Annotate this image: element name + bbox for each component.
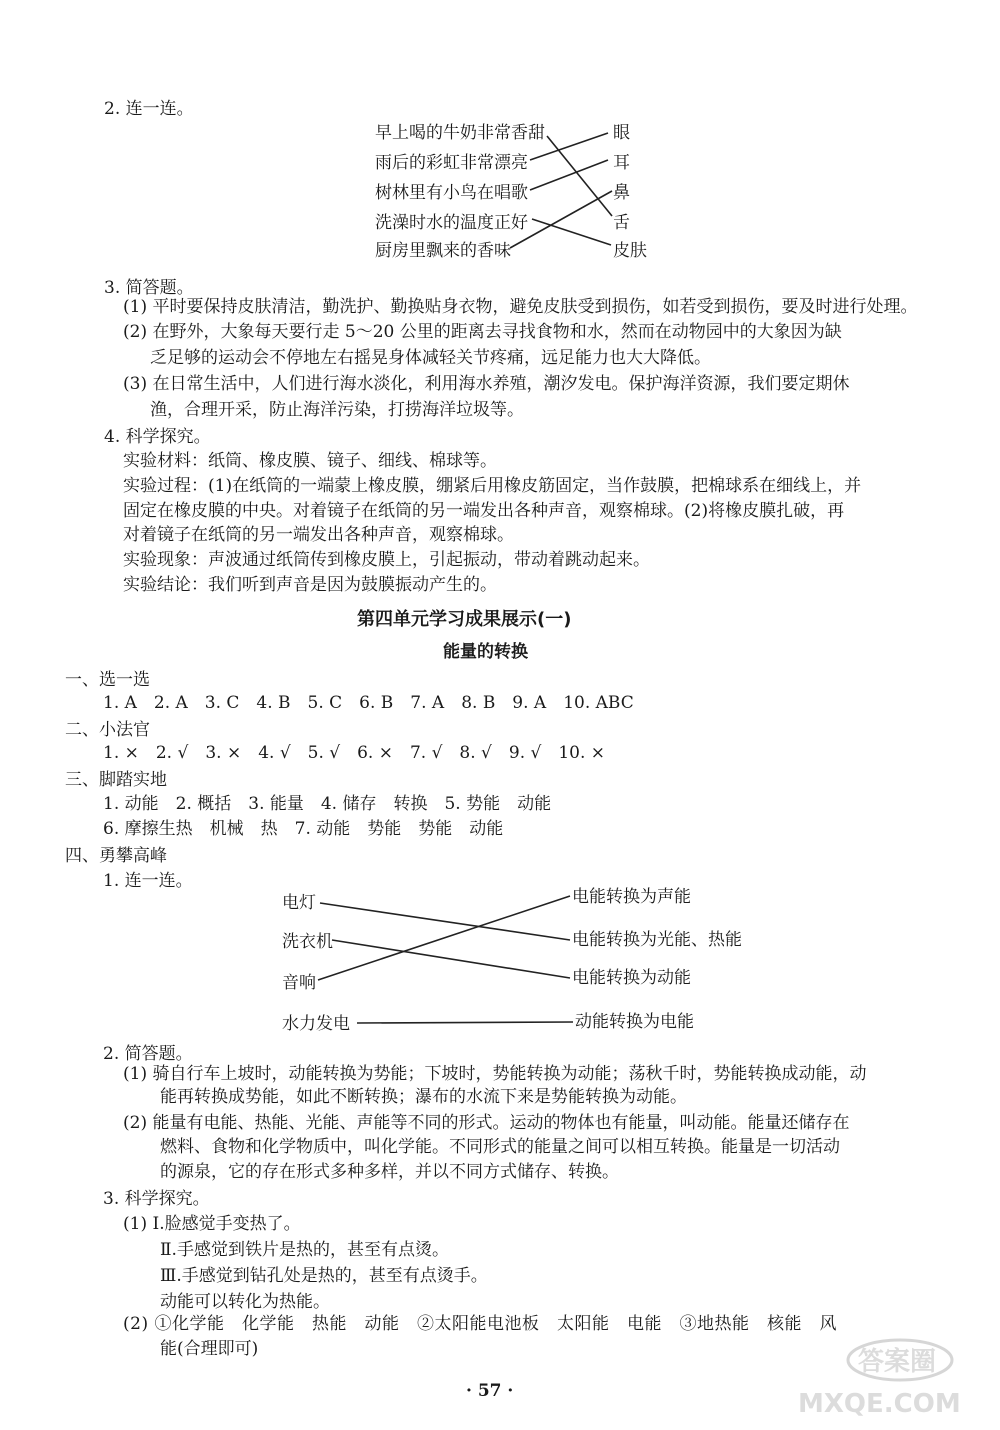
answer-line: 实验过程：(1)在纸筒的一端蒙上橡皮膜，绷紧后用橡皮筋固定，当作鼓膜，把棉球系在细线上，并 <box>123 476 862 496</box>
match-right-item: 舌 <box>613 213 630 233</box>
answer-line: Ⅱ.手感觉到铁片是热的，甚至有点烫。 <box>160 1240 449 1260</box>
page-number: · 57 · <box>466 1381 514 1401</box>
match-line <box>532 219 611 245</box>
question-heading: 2. 简答题。 <box>103 1044 193 1064</box>
match-right-item: 电能转换为动能 <box>572 968 691 988</box>
answer-line: Ⅲ.手感觉到钻孔处是热的，甚至有点烫手。 <box>160 1266 488 1286</box>
match-left-item: 洗澡时水的温度正好 <box>375 213 528 233</box>
answer-line: (2) ①化学能 化学能 热能 动能 ②太阳能电池板 太阳能 电能 ③地热能 核能 风 <box>123 1314 837 1334</box>
section-heading: 四、勇攀高峰 <box>65 846 167 866</box>
answers-line: 6. 摩擦生热 机械 热 7. 动能 势能 势能 动能 <box>103 819 504 839</box>
match-left-item: 树林里有小鸟在唱歌 <box>375 183 528 203</box>
match-right-item: 电能转换为光能、热能 <box>572 930 742 950</box>
answer-line: 对着镜子在纸筒的另一端发出各种声音，观察棉球。 <box>123 525 514 545</box>
answer-line: 渔，合理开采，防止海洋污染，打捞海洋垃圾等。 <box>150 400 524 420</box>
match-left-item: 电灯 <box>282 893 316 913</box>
question-heading: 3. 科学探究。 <box>103 1189 210 1209</box>
match-line <box>530 133 608 160</box>
answer-line: 能再转换成势能，如此不断转换；瀑布的水流下来是势能转换为动能。 <box>160 1087 687 1107</box>
watermark-top: 答案圈 <box>858 1347 937 1377</box>
question-heading: 2. 连一连。 <box>104 99 194 119</box>
match-right-item: 皮肤 <box>613 241 647 261</box>
answer-line: (2) 在野外，大象每天要行走 5～20 公里的距离去寻找食物和水，然而在动物园中的大象因为缺 <box>123 322 842 342</box>
unit-title: 第四单元学习成果展示(一) <box>357 609 572 630</box>
match-line <box>510 191 612 248</box>
answer-line: 实验现象：声波通过纸筒传到橡皮膜上，引起振动，带动着跳动起来。 <box>123 550 650 570</box>
match-right-item: 鼻 <box>613 183 630 203</box>
question-heading: 3. 简答题。 <box>104 278 194 298</box>
match-right-item: 电能转换为声能 <box>572 887 691 907</box>
match-line <box>547 136 612 216</box>
watermark-bottom: MXQE.COM <box>798 1389 961 1419</box>
section-heading: 二、小法官 <box>65 720 150 740</box>
match-left-item: 厨房里飘来的香味 <box>375 241 511 261</box>
answer-line: (1) 骑自行车上坡时，动能转换为势能；下坡时，势能转换为动能；荡秋千时，势能转换成动能，动 <box>123 1064 867 1084</box>
match-left-item: 洗衣机 <box>282 932 333 952</box>
answer-line: 能(合理即可) <box>160 1339 259 1359</box>
answer-line: (3) 在日常生活中，人们进行海水淡化，利用海水养殖，潮汐发电。保护海洋资源，我们要定期休 <box>123 374 850 394</box>
match-right-item: 耳 <box>613 153 630 173</box>
answer-line: (1) Ⅰ.脸感觉手变热了。 <box>123 1214 301 1234</box>
unit-subtitle: 能量的转换 <box>443 642 528 662</box>
match-right-item: 眼 <box>613 123 630 143</box>
section-heading: 一、选一选 <box>65 670 150 690</box>
match-left-item: 水力发电 <box>282 1014 350 1034</box>
question-heading: 1. 连一连。 <box>103 871 193 891</box>
answer-line: 的源泉，它的存在形式多种多样，并以不同方式储存、转换。 <box>160 1162 619 1182</box>
match-line <box>332 940 570 978</box>
match-line <box>357 1022 573 1023</box>
answer-line: (1) 平时要保持皮肤清洁，勤洗护、勤换贴身衣物，避免皮肤受到损伤，如若受到损伤，要及时进行处理。 <box>123 297 918 317</box>
answer-line: 固定在橡皮膜的中央。对着镜子在纸筒的另一端发出各种声音，观察棉球。(2)将橡皮膜扎破，再 <box>123 501 845 521</box>
answers-line: 1. A 2. A 3. C 4. B 5. C 6. B 7. A 8. B 9. A 10. ABC <box>103 693 634 713</box>
match-left-item: 音响 <box>282 973 316 993</box>
answer-line: 实验结论：我们听到声音是因为鼓膜振动产生的。 <box>123 575 497 595</box>
match-left-item: 早上喝的牛奶非常香甜 <box>375 123 545 143</box>
answers-line: 1. × 2. √ 3. × 4. √ 5. √ 6. × 7. √ 8. √ 9. √ 10. × <box>103 743 606 763</box>
question-heading: 4. 科学探究。 <box>104 427 211 447</box>
answers-line: 1. 动能 2. 概括 3. 能量 4. 储存 转换 5. 势能 动能 <box>103 794 552 814</box>
answer-line: (2) 能量有电能、热能、光能、声能等不同的形式。运动的物体也有能量，叫动能。能量还储存在 <box>123 1113 850 1133</box>
answer-line: 实验材料：纸筒、橡皮膜、镜子、细线、棉球等。 <box>123 451 497 471</box>
match-line <box>530 160 608 190</box>
answer-line: 燃料、食物和化学物质中，叫化学能。不同形式的能量之间可以相互转换。能量是一切活动 <box>160 1137 840 1157</box>
match-right-item: 动能转换为电能 <box>575 1012 694 1032</box>
section-heading: 三、脚踏实地 <box>65 770 167 790</box>
watermark-logo <box>780 1332 980 1422</box>
match-left-item: 雨后的彩虹非常漂亮 <box>375 153 528 173</box>
answer-line: 动能可以转化为热能。 <box>160 1292 330 1312</box>
answer-line: 乏足够的运动会不停地左右摇晃身体减轻关节疼痛，远足能力也大大降低。 <box>150 348 711 368</box>
